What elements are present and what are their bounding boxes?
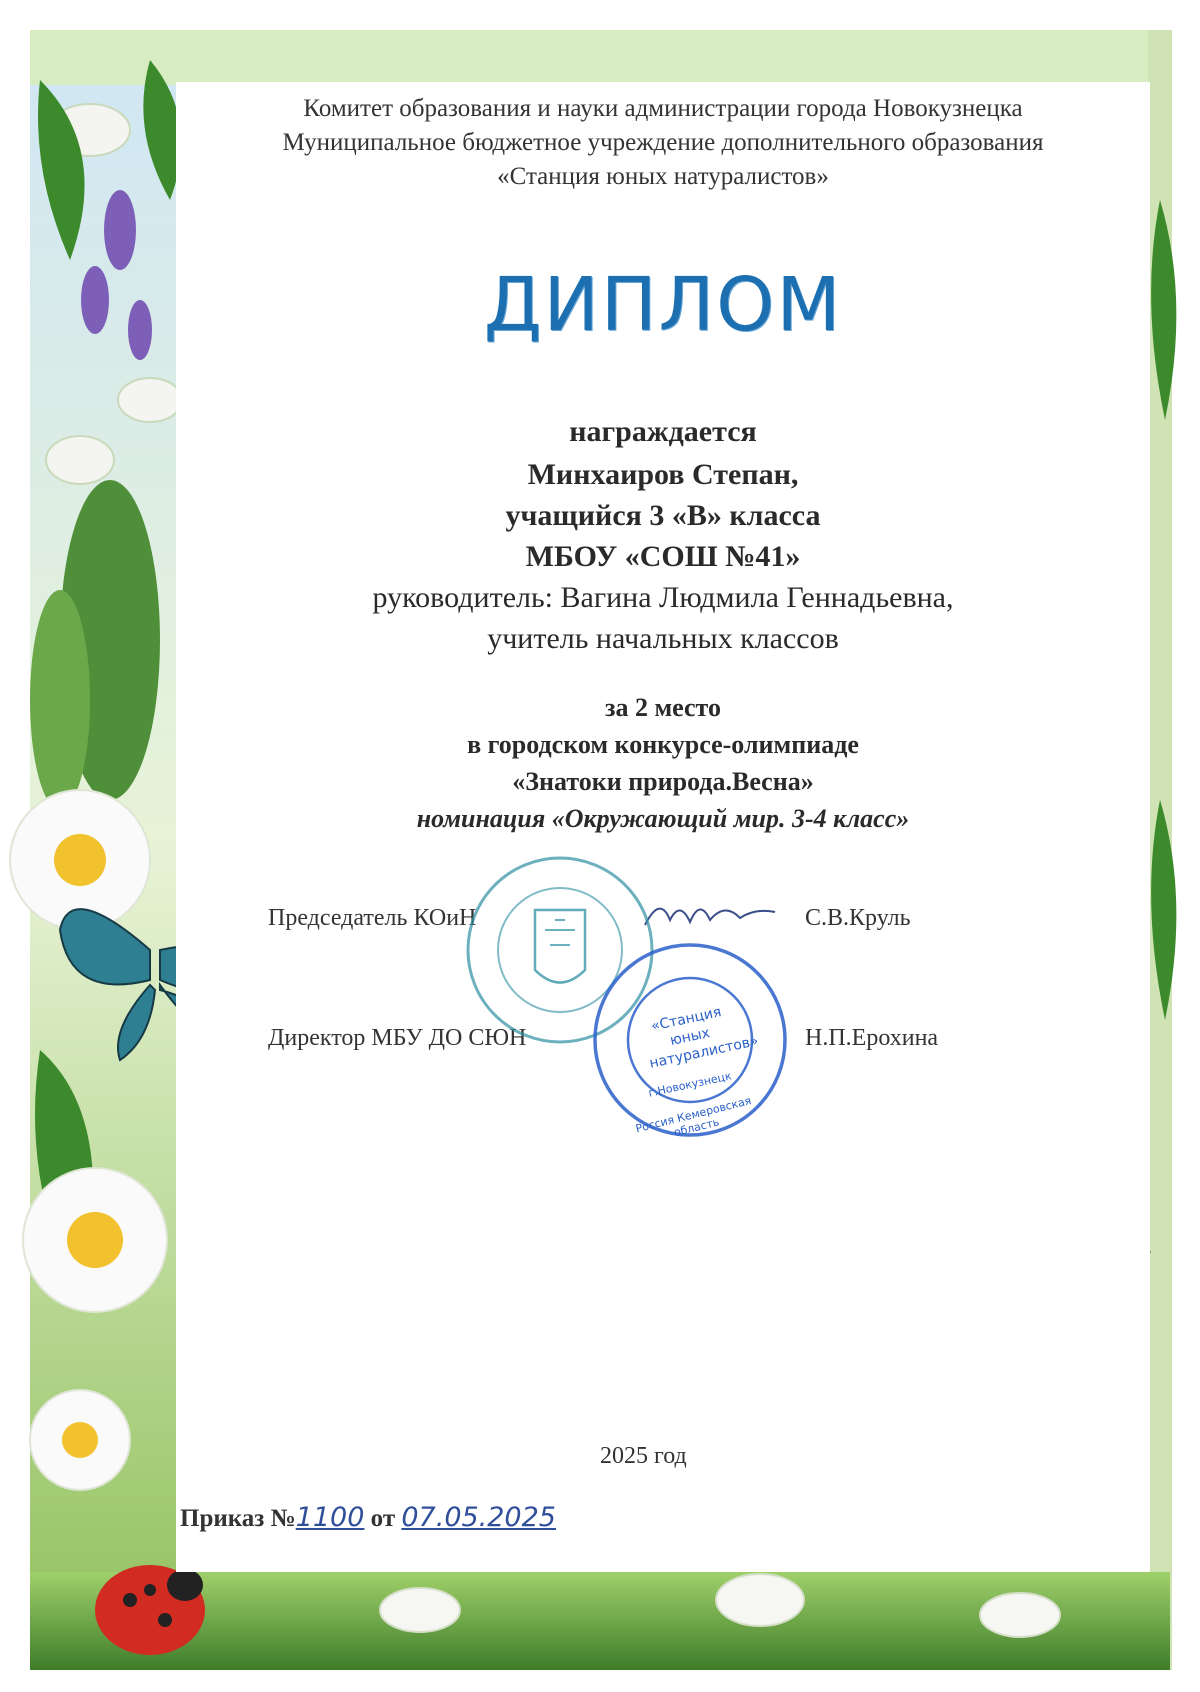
supervisor-role: учитель начальных классов: [487, 622, 839, 655]
order-date-label: от: [370, 1505, 396, 1532]
stamp-center-text: «Станция юных натуралистов»: [648, 1004, 760, 1072]
station-stamp: [590, 940, 790, 1140]
awarded-label: награждается: [569, 415, 757, 448]
issuer-committee: Комитет образования и науки администрации города Новокузнецка: [303, 95, 1023, 122]
nomination: номинация «Окружающий мир. 3-4 класс»: [416, 804, 910, 833]
issuer-station: «Станция юных натуралистов»: [497, 163, 829, 190]
supervisor-name: руководитель: Вагина Людмила Геннадьевна,: [372, 581, 954, 614]
signature-role-director: Директор МБУ ДО СЮН: [268, 1025, 527, 1051]
issuer-institution: Муниципальное бюджетное учреждение дополнительного образования: [282, 129, 1044, 156]
signature-name-director: Н.П.Ерохина: [805, 1025, 939, 1051]
recipient-class: учащийся 3 «В» класса: [505, 499, 821, 532]
order-number-label: Приказ №: [180, 1505, 296, 1532]
signature-name-chairman: С.В.Круль: [805, 905, 911, 931]
order-number: 1100: [295, 1502, 365, 1533]
handwritten-signature: [640, 890, 780, 940]
contest-name: «Знатоки природа.Весна»: [512, 767, 814, 796]
order-reference: [180, 1502, 556, 1533]
recipient-school: МБОУ «СОШ №41»: [525, 540, 801, 573]
diploma-year: 2025 год: [600, 1443, 687, 1469]
award-place: за 2 место: [605, 693, 721, 722]
contest-type: в городском конкурсе-олимпиаде: [467, 730, 859, 759]
signature-role-chairman: Председатель КОиН: [268, 905, 477, 931]
stamp-region: Россия Кемеровская область: [634, 1094, 753, 1140]
order-date: 07.05.2025: [401, 1502, 556, 1533]
recipient-name: Минхаиров Степан,: [527, 458, 799, 491]
stamp-city: г.Новокузнецк: [647, 1069, 733, 1100]
diploma-title: ДИПЛОМ: [483, 262, 843, 348]
